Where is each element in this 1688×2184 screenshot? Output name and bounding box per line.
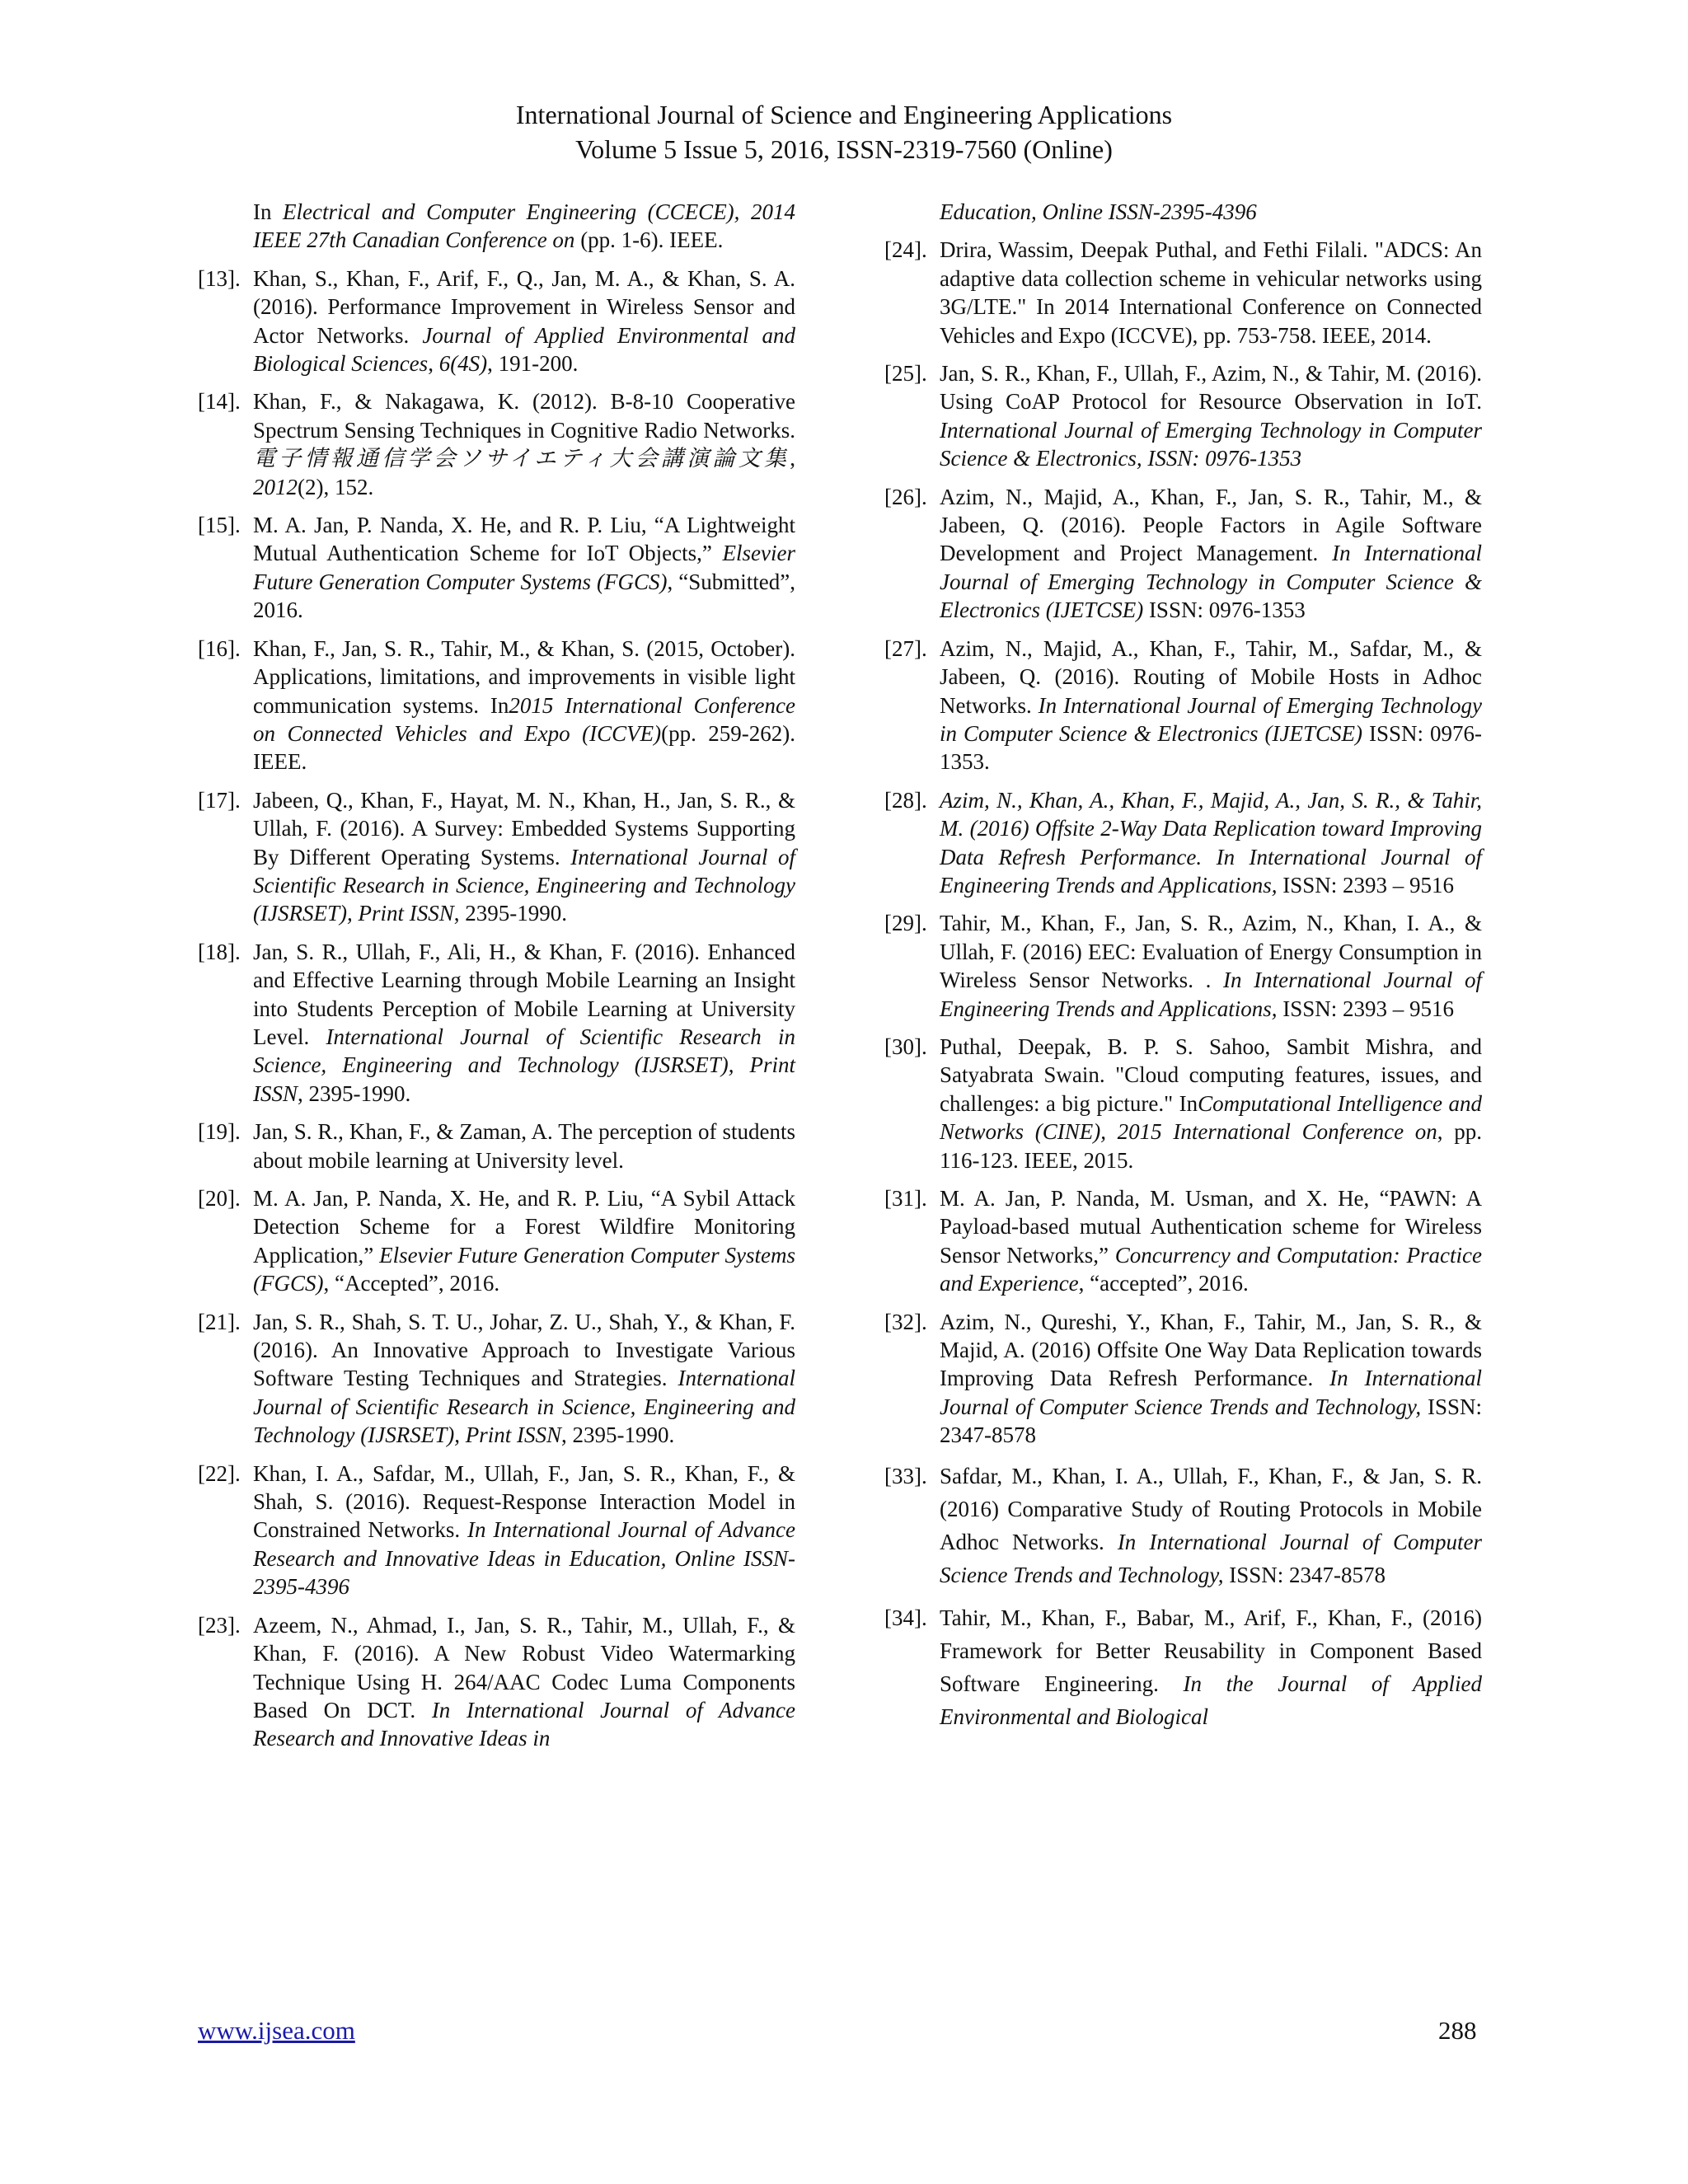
reference-text: ISSN: 2393 – 9516 [1277, 996, 1455, 1021]
reference-text: , “accepted”, 2016. [1078, 1271, 1249, 1296]
reference-italic-text: In International Journal of Advance Research and Innovative Ideas in Education, Online ISSN-2395-4396 [253, 1517, 795, 1600]
reference-entry [198, 1118, 795, 1174]
reference-entry [198, 198, 795, 255]
reference-number: [22]. [198, 1460, 241, 1486]
reference-italic-text: In International Journal of Emerging Technology in Computer Science & Electronics (IJETCSE) [940, 692, 1482, 746]
reference-italic-text: Education, Online ISSN-2395-4396 [940, 199, 1257, 224]
reference-entry [198, 1308, 795, 1450]
reference-italic-text: 2015 International Conference on Connected Vehicles and Expo (ICCVE) [253, 692, 795, 746]
reference-text: Azim, N., Qureshi, Y., Khan, F., Tahir, M., Jan, S. R., & Majid, A. (2016) Offsite One Way Data Replication towards Improving Data Refresh Performance. [940, 1309, 1482, 1391]
reference-text: , 2395-1990. [560, 1422, 675, 1448]
reference-number: [17]. [198, 787, 241, 813]
reference-italic-text: Journal of Applied Environmental and Biological Sciences [253, 322, 795, 377]
journal-volume: Volume 5 Issue 5, 2016, ISSN-2319-7560 (Online) [575, 134, 1113, 164]
reference-number: [16]. [198, 635, 241, 661]
reference-text: Azim, N., Majid, A., Khan, F., Tahir, M., Safdar, M., & Jabeen, Q. (2016). Routing of Mobile Hosts in Adhoc Networks. [940, 635, 1482, 718]
reference-entry [884, 198, 1482, 226]
reference-text: Tahir, M., Khan, F., Jan, S. R., Azim, N., Khan, I. A., & Ullah, F. (2016) EEC: Evaluation of Energy Consumption in Wireless Sensor Networks. . [940, 911, 1482, 993]
reference-italic-text: In International Journal of Computer Science Trends and Technology, [940, 1366, 1482, 1419]
reference-italic-text: In International Journal of Advance Research and Innovative Ideas in [253, 1697, 796, 1751]
reference-entry [884, 786, 1482, 900]
reference-text: ISSN: 2393 – 9516 [1277, 872, 1455, 898]
reference-text: (pp. 259-262). IEEE. [253, 720, 795, 775]
reference-entry [884, 1308, 1482, 1450]
reference-italic-text: Computational Intelligence and Networks (CINE), 2015 International Conference on [940, 1090, 1482, 1145]
reference-entry [198, 1460, 795, 1601]
reference-number: [24]. [884, 237, 927, 263]
reference-entry [884, 359, 1482, 473]
reference-text: , “Submitted”, 2016. [253, 569, 795, 623]
reference-italic-text: International Journal of Emerging Technology in Computer Science & Electronics, ISSN: 0976-1353 [940, 417, 1482, 471]
reference-italic-text: International Journal of Scientific Research in Science, Engineering and Technology (IJSRSET), Print ISSN [253, 844, 795, 926]
reference-number: [14]. [198, 389, 241, 415]
reference-entry [198, 387, 795, 501]
reference-text: In [253, 199, 284, 224]
reference-text: Puthal, Deepak, B. P. S. Sahoo, Sambit Mishra, and Satyabrata Swain. "Cloud computing features, issues, and challenges: a big picture." In [940, 1033, 1482, 1116]
reference-italic-text: Elsevier Future Generation Computer Systems (FGCS) [253, 541, 795, 594]
journal-header [0, 97, 1688, 166]
reference-text: , 191-200. [487, 351, 579, 377]
reference-number: [19]. [198, 1119, 241, 1145]
reference-entry [198, 511, 795, 625]
reference-text: Safdar, M., Khan, I. A., Ullah, F., Khan, F., & Jan, S. R. (2016) Comparative Study of Routing Protocols in Mobile Adhoc Networks. [940, 1463, 1482, 1554]
reference-entry [198, 786, 795, 928]
reference-entry [884, 909, 1482, 1023]
reference-text: Khan, S., Khan, F., Arif, F., Q., Jan, M. A., & Khan, S. A. (2016). Performance Improvement in Wireless Sensor and Actor Networks. [253, 265, 795, 348]
reference-text: Azim, N., Majid, A., Khan, F., Jan, S. R., Tahir, M., & Jabeen, Q. (2016). People Factors in Agile Software Development and Project Management. [940, 484, 1482, 566]
page-number: 288 [1438, 2016, 1477, 2045]
reference-text: , [790, 446, 795, 471]
reference-number: [29]. [884, 911, 927, 936]
reference-text: ISSN: 0976-1353 [1143, 598, 1306, 623]
reference-entry [198, 938, 795, 1108]
reference-number: [23]. [198, 1612, 241, 1638]
reference-entry [884, 1033, 1482, 1174]
reference-italic-text: International Journal of Scientific Research in Science, Engineering and Technology (IJSRSET), Print ISSN [253, 1366, 795, 1448]
reference-text: , 2395-1990. [298, 1080, 411, 1106]
reference-number: [34]. [884, 1605, 927, 1630]
reference-italic-text: In the Journal of Applied Environmental and Biological [940, 1671, 1483, 1729]
reference-italic-text: In International Journal of Emerging Technology in Computer Science & Electronics (IJETCSE) [940, 541, 1482, 623]
reference-entry [884, 1460, 1482, 1591]
reference-entry [884, 1601, 1482, 1733]
reference-text: Drira, Wassim, Deepak Puthal, and Fethi Filali. "ADCS: An adaptive data collection scheme in vehicular networks using 3G/LTE." In 2014 International Conference on Connected Vehicles and Expo (ICCVE), pp. 753-758. IEEE, 2014. [940, 237, 1482, 348]
reference-text: Khan, F., Jan, S. R., Tahir, M., & Khan, S. (2015, October). Applications, limitations, and improvements in visible light communication systems. In [253, 635, 795, 718]
journal-website-link[interactable]: www.ijsea.com [198, 2016, 355, 2045]
reference-text: Jan, S. R., Khan, F., Ullah, F., Azim, N., & Tahir, M. (2016). Using CoAP Protocol for Resource Observation in IoT. [940, 361, 1482, 415]
reference-entry [198, 635, 795, 776]
reference-text: Jan, S. R., Shah, S. T. U., Johar, Z. U., Shah, Y., & Khan, F. (2016). An Innovative Approach to Investigate Various Software Testing Techniques and Strategies. [253, 1309, 795, 1391]
reference-text: Khan, F., & Nakagawa, K. (2012). B-8-10 Cooperative Spectrum Sensing Techniques in Cognitive Radio Networks. [253, 389, 795, 443]
reference-text: M. A. Jan, P. Nanda, X. He, and R. P. Liu, “A Sybil Attack Detection Scheme for a Forest Wildfire Monitoring Application,” [253, 1186, 795, 1268]
reference-italic-text: 電子情報通信学会ソサイエティ大会講演論文集 [253, 446, 790, 471]
reference-entry [198, 1184, 795, 1298]
reference-text: ISSN: 2347-8578 [1223, 1562, 1386, 1587]
reference-italic-text: Azim, N., Khan, A., Khan, F., Majid, A., Jan, S. R., & Tahir, M. (2016) Offsite 2-Way Data Replication toward Improving Data Refresh Performance. In International Journal of Engineering Trends and Applications, [940, 787, 1482, 898]
reference-number: [28]. [884, 787, 927, 813]
reference-number: [25]. [884, 361, 927, 387]
reference-number: [26]. [884, 484, 927, 509]
reference-italic-text: In International Journal of Computer Science Trends and Technology, [940, 1529, 1482, 1587]
reference-entry [884, 483, 1482, 625]
reference-text: , “Accepted”, 2016. [323, 1271, 500, 1296]
reference-number: [31]. [884, 1186, 927, 1211]
references-left-column [198, 198, 795, 1763]
reference-text: Jan, S. R., Ullah, F., Ali, H., & Khan, F. (2016). Enhanced and Effective Learning through Mobile Learning an Insight into Students Perception of Mobile Learning at University Level. [253, 939, 795, 1049]
reference-text: Jan, S. R., Khan, F., & Zaman, A. The perception of students about mobile learning at University level. [253, 1119, 795, 1173]
reference-text: (2), 152. [298, 474, 374, 499]
reference-italic-text: International Journal of Scientific Research in Science, Engineering and Technology (IJSRSET), Print ISSN [253, 1024, 795, 1106]
reference-number: [20]. [198, 1186, 241, 1211]
reference-text: ISSN: 0976-1353. [940, 720, 1482, 775]
reference-italic-text: Elsevier Future Generation Computer Systems (FGCS) [253, 1242, 795, 1296]
reference-text: M. A. Jan, P. Nanda, X. He, and R. P. Liu, “A Lightweight Mutual Authentication Scheme for IoT Objects,” [253, 513, 795, 566]
reference-text: (pp. 1-6). IEEE. [574, 227, 724, 253]
reference-number: [18]. [198, 939, 241, 964]
reference-number: [13]. [198, 265, 241, 291]
reference-entry [884, 236, 1482, 349]
journal-title: International Journal of Science and Engineering Applications [515, 100, 1173, 129]
reference-entry [198, 1611, 795, 1753]
reference-text: , 2395-1990. [453, 901, 567, 926]
reference-italic-text: Concurrency and Computation: Practice and Experience [940, 1242, 1482, 1296]
reference-number: [33]. [884, 1463, 927, 1488]
reference-number: [15]. [198, 513, 241, 538]
reference-italic-text: In International Journal of Engineering Trends and Applications, [940, 968, 1483, 1021]
reference-number: [21]. [198, 1309, 241, 1334]
reference-number: [27]. [884, 635, 927, 661]
reference-italic-text: Electrical and Computer Engineering (CCECE), 2014 IEEE 27th Canadian Conference on [253, 199, 795, 253]
reference-text: M. A. Jan, P. Nanda, M. Usman, and X. He, “PAWN: A Payload-based mutual Authentication scheme for Wireless Sensor Networks,” [940, 1186, 1482, 1268]
reference-italic-text: 6(4S) [438, 351, 488, 377]
reference-number: [32]. [884, 1309, 927, 1334]
references-right-column [884, 198, 1482, 1743]
reference-italic-text: 2012 [253, 474, 298, 499]
reference-text: Tahir, M., Khan, F., Babar, M., Arif, F., Khan, F., (2016) Framework for Better Reusability in Component Based Software Engineering. [940, 1605, 1482, 1696]
reference-entry [884, 635, 1482, 776]
reference-entry [198, 265, 795, 378]
reference-number: [30]. [884, 1033, 927, 1059]
reference-text: , pp. 116-123. IEEE, 2015. [940, 1119, 1482, 1173]
reference-text: Azeem, N., Ahmad, I., Jan, S. R., Tahir, M., Ullah, F., & Khan, F. (2016). A New Robust Video Watermarking Technique Using H. 264/AAC Codec Luma Components Based On DCT. [253, 1612, 795, 1722]
reference-entry [884, 1184, 1482, 1298]
reference-text: ISSN: 2347-8578 [940, 1394, 1482, 1448]
reference-text: Jabeen, Q., Khan, F., Hayat, M. N., Khan, H., Jan, S. R., & Ullah, F. (2016). A Survey: Embedded Systems Supporting By Different Operating Systems. [253, 787, 795, 869]
reference-text: Khan, I. A., Safdar, M., Ullah, F., Jan, S. R., Khan, F., & Shah, S. (2016). Request-Response Interaction Model in Constrained Networks. [253, 1460, 795, 1543]
reference-text: , [428, 351, 439, 377]
